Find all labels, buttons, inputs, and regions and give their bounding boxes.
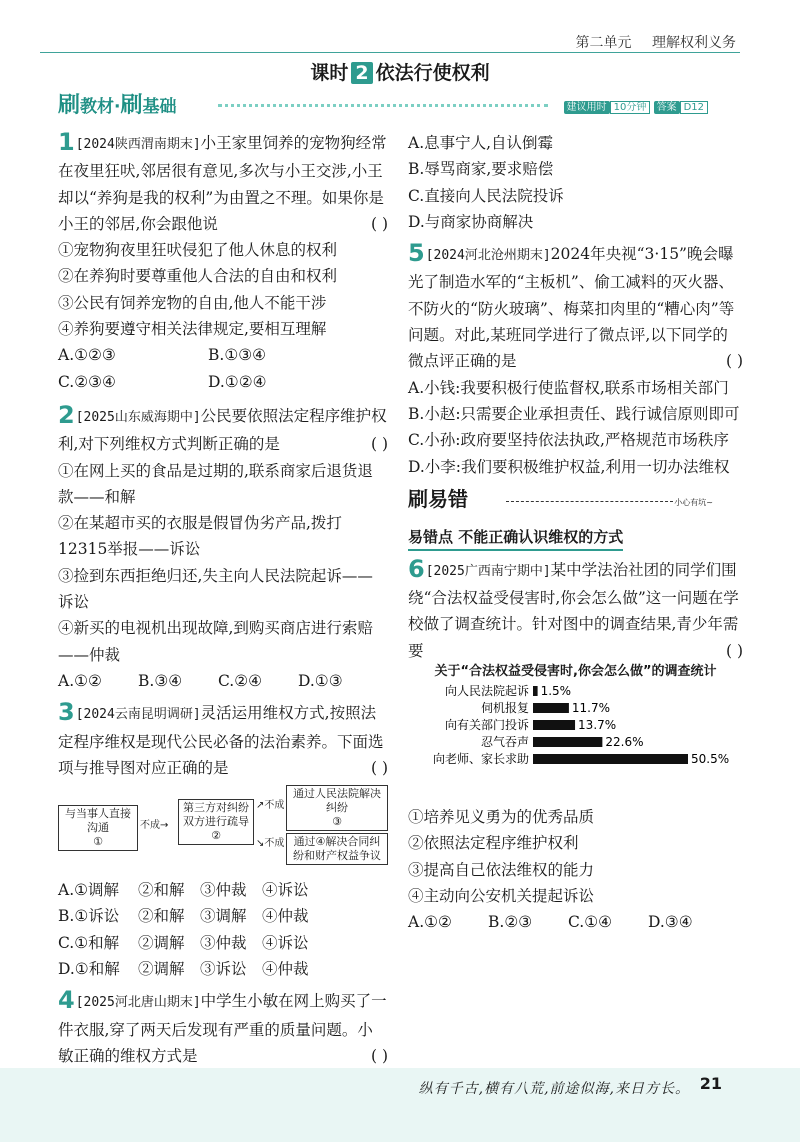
option-a[interactable]: A.①②③ — [58, 346, 116, 365]
flow-box-direct — [58, 805, 138, 851]
unit-title: 理解权利义务 — [652, 35, 736, 51]
statement: ③提高自己依法维权的能力 — [408, 860, 595, 879]
question-number: 5 — [408, 239, 425, 268]
brush-basics-logo — [58, 88, 177, 119]
statement: ②在养狗时要尊重他人合法的自由和权利 — [58, 267, 338, 286]
chart-category-label: 向老师、家长求助 — [432, 752, 529, 767]
survey-chart — [408, 664, 743, 804]
question-number: 2 — [58, 400, 75, 429]
question-stem: 2024年央视“3·15”晚会曝光了制造水军的“主板机”、偷工减料的灭火器、不防火的“防火玻璃”、梅菜扣肉里的“糟心肉”等问题。对此,某班同学进行了微点评,以下同学的微点评正确的是 — [408, 245, 735, 371]
question-stem: 某中学法治社团的同学们围绕“合法权益受侵害时,你会怎么做”这一问题在学校做了调查统计。针对图中的调查结果,青少年需要 — [408, 560, 739, 660]
option-a[interactable]: A.息事宁人,自认倒霉 — [408, 134, 554, 152]
statement: ②在某超市买的衣服是假冒伪劣产品,拨打12315举报——诉讼 — [58, 514, 342, 559]
flow-diagram — [58, 785, 388, 871]
arrow-label: 不成 — [264, 838, 285, 850]
question-number: 1 — [58, 128, 75, 156]
error-point-heading: 易错点 不能正确认识维权的方式 — [408, 525, 623, 551]
question-stem: 中学生小敏在网上购买了一件衣服,穿了两天后发现有严重的质量问题。小敏正确的维权方式是 — [58, 992, 387, 1065]
chart-bar — [533, 720, 575, 730]
bar-chart-svg — [408, 680, 743, 785]
option-c[interactable]: C.小孙:政府要坚持依法执政,严格规范市场秩序 — [408, 431, 729, 450]
time-label: 建议用时 — [564, 101, 610, 114]
question-source: [2025河北唐山期末] — [75, 995, 201, 1011]
flow-mark: ② — [211, 829, 221, 843]
answer-page: D12 — [680, 101, 708, 114]
option-d[interactable]: D.③④ — [648, 913, 693, 932]
chart-title: 关于“合法权益受侵害时,你会怎么做”的调查统计 — [434, 664, 717, 680]
option-b[interactable]: B.③④ — [138, 671, 183, 690]
option-d[interactable]: D.小李:我们要积极维护权益,利用一切办法维权 — [408, 457, 730, 476]
option-b-4: ④仲裁 — [262, 907, 309, 926]
question-4 — [58, 988, 388, 1069]
chart-value-label: 11.7% — [571, 701, 611, 716]
chart-category-label: 伺机报复 — [480, 701, 529, 716]
question-2 — [58, 400, 388, 694]
section-band — [58, 92, 748, 118]
option-b[interactable]: B.小赵:只需要企业承担责任、践行诚信原则即可 — [408, 404, 740, 423]
chart-value-label: 22.6% — [605, 735, 644, 750]
option-a-2: ②和解 — [138, 881, 185, 900]
option-b[interactable]: B.②③ — [488, 913, 533, 932]
question-number: 3 — [58, 698, 75, 727]
error-prone-band — [408, 486, 743, 520]
option-d-3: ③诉讼 — [200, 960, 247, 979]
question-6 — [408, 554, 743, 936]
flow-box-text: 第三方对纠纷双方进行疏导 — [183, 801, 249, 829]
statement: ①宠物狗夜里狂吠侵犯了他人休息的权利 — [58, 241, 338, 260]
chart-value-label: 13.7% — [578, 718, 617, 733]
question-4-options — [408, 130, 743, 235]
option-d[interactable]: D.①②④ — [208, 372, 267, 391]
logo-word-basics: 基础 — [142, 97, 177, 117]
flow-box-court — [286, 785, 388, 831]
option-c[interactable]: C.②③④ — [58, 372, 116, 391]
header-divider — [40, 52, 740, 53]
option-d[interactable]: D.①和解 — [58, 960, 120, 979]
flow-mark: ① — [93, 835, 103, 849]
option-b[interactable]: B.①诉讼 — [58, 907, 120, 926]
chart-bar — [533, 754, 688, 764]
question-stem: 公民要依照法定程序维护权利,对下列维权方式判断正确的是 — [58, 406, 387, 454]
option-c[interactable]: C.直接向人民法院投诉 — [408, 186, 564, 205]
chart-value-label: 1.5% — [540, 684, 572, 699]
footer-motto: 纵有千古,横有八荒,前途似海,来日方长。 — [418, 1081, 690, 1097]
chart-category-label: 忍气吞声 — [480, 735, 529, 750]
flow-box-text: 通过人民法院解决纠纷 — [293, 787, 381, 815]
statement: ①培养见义勇为的优秀品质 — [408, 808, 595, 827]
question-5 — [408, 241, 743, 480]
option-b[interactable]: B.辱骂商家,要求赔偿 — [408, 160, 554, 179]
option-b-2: ②和解 — [138, 907, 185, 926]
option-d-2: ②调解 — [138, 960, 185, 979]
left-column — [58, 130, 388, 1071]
flow-box-mediation — [178, 799, 254, 845]
chart-category-label: 向人民法院起诉 — [444, 684, 529, 699]
chart-category-label: 向有关部门投诉 — [444, 718, 529, 733]
question-source: [2024陕西渭南期末] — [75, 137, 201, 152]
time-value: 10分钟 — [610, 101, 651, 114]
option-c-4: ④诉讼 — [262, 933, 309, 952]
answer-blank: ( ) — [370, 1046, 388, 1065]
options — [58, 877, 388, 982]
error-prone-logo: 刷易错 — [408, 486, 468, 511]
option-c[interactable]: C.①④ — [568, 913, 613, 932]
chart-bar — [533, 686, 538, 696]
options — [58, 342, 388, 395]
question-source: [2024河北沧州期末] — [425, 248, 551, 264]
answer-blank: ( ) — [725, 352, 743, 371]
flow-box-text: 通过④解决合同纠纷和财产权益争议 — [293, 835, 381, 863]
option-d[interactable]: D.与商家协商解决 — [408, 212, 534, 231]
logo-char-c: 刷 — [120, 93, 143, 118]
option-d[interactable]: D.①③ — [298, 671, 343, 690]
option-a-3: ③仲裁 — [200, 881, 247, 900]
question-source: [2025广西南宁期中] — [425, 563, 551, 579]
dashed-divider — [506, 501, 673, 502]
options — [408, 909, 743, 935]
arrow-label: 不成 — [140, 820, 160, 832]
question-source: [2025山东威海期中] — [75, 409, 201, 425]
statement: ③公民有饲养宠物的自由,他人不能干涉 — [58, 293, 327, 312]
right-column — [408, 130, 743, 938]
option-d-4: ④仲裁 — [262, 960, 309, 979]
statement: ①在网上买的食品是过期的,联系商家后退货退款——和解 — [58, 461, 373, 506]
question-3 — [58, 700, 388, 982]
statement: ③捡到东西拒绝归还,失主向人民法院起诉——诉讼 — [58, 566, 373, 612]
question-stem: 小王家里饲养的宠物狗经常在夜里狂吠,邻居很有意见,多次与小王交涉,小王却以“养狗是我的权利”为由置之不理。如果你是小王的邻居,你会跟他说 — [58, 134, 387, 233]
statement: ④新买的电视机出现故障,到购买商店进行索赔——仲裁 — [58, 619, 373, 664]
chart-bar — [533, 703, 569, 713]
lesson-prefix: 课时 — [310, 62, 349, 84]
option-a-4: ④诉讼 — [262, 881, 309, 900]
suggested-time — [564, 98, 708, 113]
unit-label: 第二单元 — [575, 35, 632, 51]
option-c-2: ②调解 — [138, 933, 185, 952]
option-c-3: ③仲裁 — [200, 933, 247, 952]
chart-bar — [533, 737, 602, 747]
lesson-title — [0, 58, 800, 85]
dotted-divider — [218, 104, 548, 107]
flow-arrow-1: 不成→ — [140, 820, 169, 832]
answer-blank: ( ) — [725, 641, 743, 660]
statement: ②依照法定程序维护权利 — [408, 834, 579, 853]
unit-header — [560, 32, 736, 52]
option-b-3: ③调解 — [200, 907, 247, 926]
chart-value-label: 50.5% — [691, 752, 730, 767]
option-b[interactable]: B.①③④ — [208, 346, 267, 365]
question-number: 6 — [408, 554, 425, 583]
logo-word-textbook: 教材· — [80, 97, 121, 117]
option-c[interactable]: C.②④ — [218, 671, 263, 690]
answer-blank: ( ) — [370, 758, 388, 777]
question-number: 4 — [58, 986, 75, 1015]
lesson-name: 依法行使权利 — [375, 62, 490, 84]
statement: ④主动向公安机关提起诉讼 — [408, 886, 595, 905]
options — [58, 668, 388, 694]
option-a[interactable]: A.①② — [408, 913, 452, 932]
option-a[interactable]: A.小钱:我要积极行使监督权,联系市场相关部门 — [408, 378, 729, 397]
logo-char-a: 刷 — [58, 93, 81, 118]
flow-box-text: 与当事人直接沟通 — [65, 807, 131, 835]
flow-mark: ③ — [332, 815, 342, 829]
flow-arrow-2: ↗不成 — [256, 800, 285, 812]
answer-label: 答案 — [654, 101, 680, 114]
lesson-number-badge: 2 — [351, 62, 372, 84]
arrow-label: 不成 — [264, 800, 285, 812]
question-source: [2024云南昆明调研] — [75, 707, 201, 723]
option-c[interactable]: C.①和解 — [58, 933, 120, 952]
answer-blank: ( ) — [370, 435, 388, 454]
answer-blank: ( ) — [370, 214, 388, 233]
flow-arrow-3: ↘不成 — [256, 838, 285, 850]
option-a[interactable]: A.①② — [58, 671, 102, 690]
tip-text: 小心有坑~ — [674, 497, 713, 507]
question-1 — [58, 130, 388, 395]
option-a[interactable]: A.①调解 — [58, 881, 120, 900]
flow-box-arbitration — [286, 833, 388, 865]
page-number: 21 — [699, 1074, 722, 1093]
statement: ④养狗要遵守相关法律规定,要相互理解 — [58, 320, 327, 339]
question-stem: 灵活运用维权方式,按照法定程序维权是现代公民必备的法治素养。下面选项与推导图对应正确的是 — [58, 704, 384, 777]
